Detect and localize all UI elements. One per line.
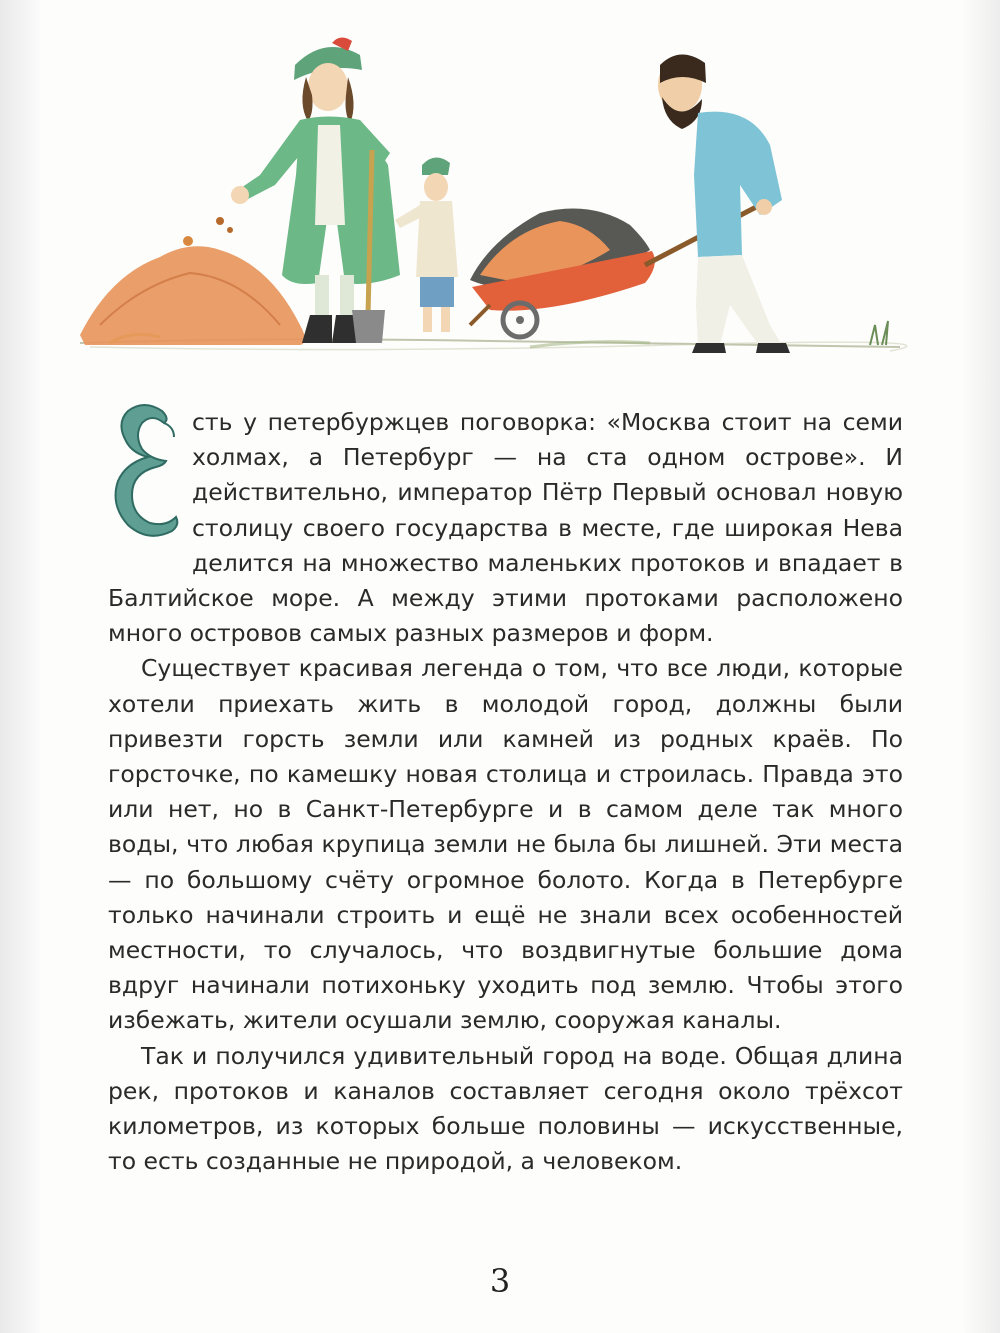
story-text bbox=[108, 405, 903, 1179]
child-figure bbox=[395, 157, 458, 332]
paragraph-1-text: сть у петербуржцев поговорка: «Москва стоит на семи холмах, а Петербург — на ста одном острове». И действительно, император Пётр Первый основал новую столицу своего государства в месте, где широкая Нева делится на множество маленьких протоков и впадает в Балтийское море. А между этими протоками расположено много островов самых разных размеров и форм. bbox=[108, 408, 903, 648]
page-gutter-shadow bbox=[0, 0, 40, 1333]
paragraph-1 bbox=[108, 405, 903, 651]
paragraph-3: Так и получился удивительный город на воде. Общая длина рек, протоков и каналов составляет сегодня около трёхсот километров, из которых больше половины — искусственные, то есть созданные не природой, а человеком. bbox=[108, 1041, 903, 1176]
illustration-drawing bbox=[70, 25, 910, 360]
dropcap bbox=[104, 397, 186, 547]
page-number: 3 bbox=[489, 1262, 511, 1300]
peter-builders-illustration bbox=[70, 25, 910, 360]
page-edge-shadow bbox=[962, 0, 1000, 1333]
paragraph-2: Существует красивая легенда о том, что все люди, которые хотели приехать жить в молодой город, должны были привезти горсть земли или камней из родных краёв. По горсточке, по камешку новая столица и строилась. Правда это или нет, но в Санкт-Петербурге и в самом деле так много воды, что любая крупица земли не была бы лишней. Эти места — по большому счёту огромное болото. Когда в Петербурге только начинали строить и ещё не знали всех особенностей местности, то случалось, что воздвигнутые большие дома вдруг начинали потихоньку уходить под землю. Чтобы этого избежать, жители осушали землю, сооружая каналы. bbox=[108, 654, 903, 1035]
bearded-man-figure bbox=[658, 54, 790, 353]
dropcap-ornament-icon bbox=[104, 397, 186, 547]
